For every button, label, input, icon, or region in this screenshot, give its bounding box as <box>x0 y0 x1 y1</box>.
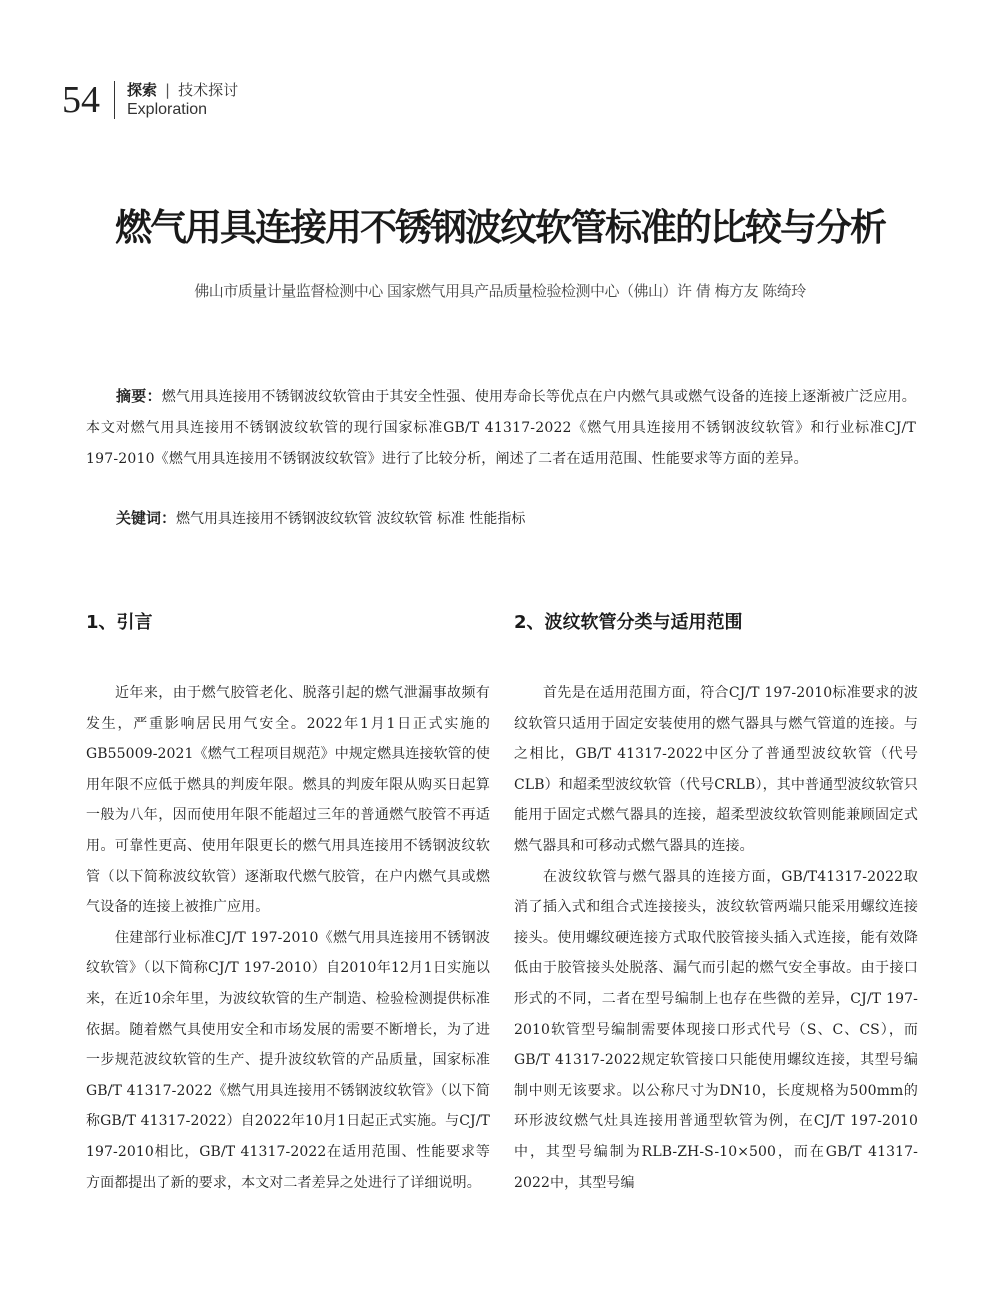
section-separator: | <box>165 81 171 99</box>
paragraph: 住建部行业标准CJ/T 197-2010《燃气用具连接用不锈钢波纹软管》（以下简称CJ/T 197-2010）自2010年12月1日实施以来，在近10余年里，为波纹软管的生产制造、检验检测提供标准依据。随着燃气具使用安全和市场发展的需要不断增长，为了进一步规范波纹软管的生产、提升波纹软管的产品质量，国家标准GB/T 41317-2022《燃气用具连接用不锈钢波纹软管》（以下简称GB/T 41317-2022）自2022年10月1日起正式实施。与CJ/T 197-2010相比，GB/T 41317-2022在适用范围、性能要求等方面都提出了新的要求，本文对二者差异之处进行了详细说明。 <box>86 929 490 1191</box>
column-right <box>514 606 918 1198</box>
paragraph: 首先是在适用范围方面，符合CJ/T 197-2010标准要求的波纹软管只适用于固定安装使用的燃气器具与燃气管道的连接。与之相比，GB/T 41317-2022中区分了普通型波纹软管（代号CLB）和超柔型波纹软管（代号CRLB），其中普通型波纹软管只能用于固定式燃气器具的连接，超柔型波纹软管则能兼顾固定式燃气器具和可移动式燃气器具的连接。 <box>514 685 918 854</box>
header-divider <box>114 81 115 119</box>
section-heading-classification: 2、波纹软管分类与适用范围 <box>514 612 743 633</box>
column-left <box>86 606 490 1198</box>
abstract <box>86 381 916 475</box>
section-main: 探索 <box>127 81 158 99</box>
keywords-text: 燃气用具连接用不锈钢波纹软管 波纹软管 标准 性能指标 <box>176 511 526 527</box>
article-authors: 佛山市质量计量监督检测中心 国家燃气用具产品质量检验检测中心（佛山）许 倩 梅方友 陈绮玲 <box>194 282 806 300</box>
section-heading-introduction: 1、引言 <box>86 612 153 633</box>
page-header <box>62 78 238 122</box>
paragraph: 在波纹软管与燃气器具的连接方面，GB/T41317-2022取消了插入式和组合式连接接头，波纹软管两端只能采用螺纹连接接头。使用螺纹硬连接方式取代胶管接头插入式连接，能有效降低由于胶管接头处脱落、漏气而引起的燃气安全事故。由于接口形式的不同，二者在型号编制上也存在些微的差异，CJ/T 197-2010软管型号编制需要体现接口形式代号（S、C、CS），而GB/T 41317-2022规定软管接口只能使用螺纹连接，其型号编制中则无该要求。以公称尺寸为DN10，长度规格为500mm的环形波纹燃气灶具连接用普通型软管为例，在CJ/T 197-2010中，其型号编制为RLB-ZH-S-10×500，而在GB/T 41317-2022中，其型号编 <box>514 868 918 1191</box>
section-label <box>127 80 238 120</box>
keywords <box>116 503 916 535</box>
abstract-label: 摘要： <box>116 387 162 405</box>
section-english: Exploration <box>127 101 208 118</box>
article-title: 燃气用具连接用不锈钢波纹软管标准的比较与分析 <box>115 206 885 249</box>
section-sub: 技术探讨 <box>178 81 239 99</box>
keywords-label: 关键词： <box>116 509 177 527</box>
page-number: 54 <box>62 79 100 121</box>
paragraph: 近年来，由于燃气胶管老化、脱落引起的燃气泄漏事故频有发生，严重影响居民用气安全。2022年1月1日正式实施的GB55009-2021《燃气工程项目规范》中规定燃具连接软管的使用年限不应低于燃具的判废年限。燃具的判废年限从购买日起算一般为八年，因而使用年限不能超过三年的普通燃气胶管不再适用。可靠性更高、使用年限更长的燃气用具连接用不锈钢波纹软管（以下简称波纹软管）逐渐取代燃气胶管，在户内燃气具或燃气设备的连接上被推广应用。 <box>86 685 490 916</box>
abstract-text: 燃气用具连接用不锈钢波纹软管由于其安全性强、使用寿命长等优点在户内燃气具或燃气设备的连接上逐渐被广泛应用。本文对燃气用具连接用不锈钢波纹软管的现行国家标准GB/T 41317-2022《燃气用具连接用不锈钢波纹软管》和行业标准CJ/T 197-2010《燃气用具连接用不锈钢波纹软管》进行了比较分析，阐述了二者在适用范围、性能要求等方面的差异。 <box>86 389 916 467</box>
